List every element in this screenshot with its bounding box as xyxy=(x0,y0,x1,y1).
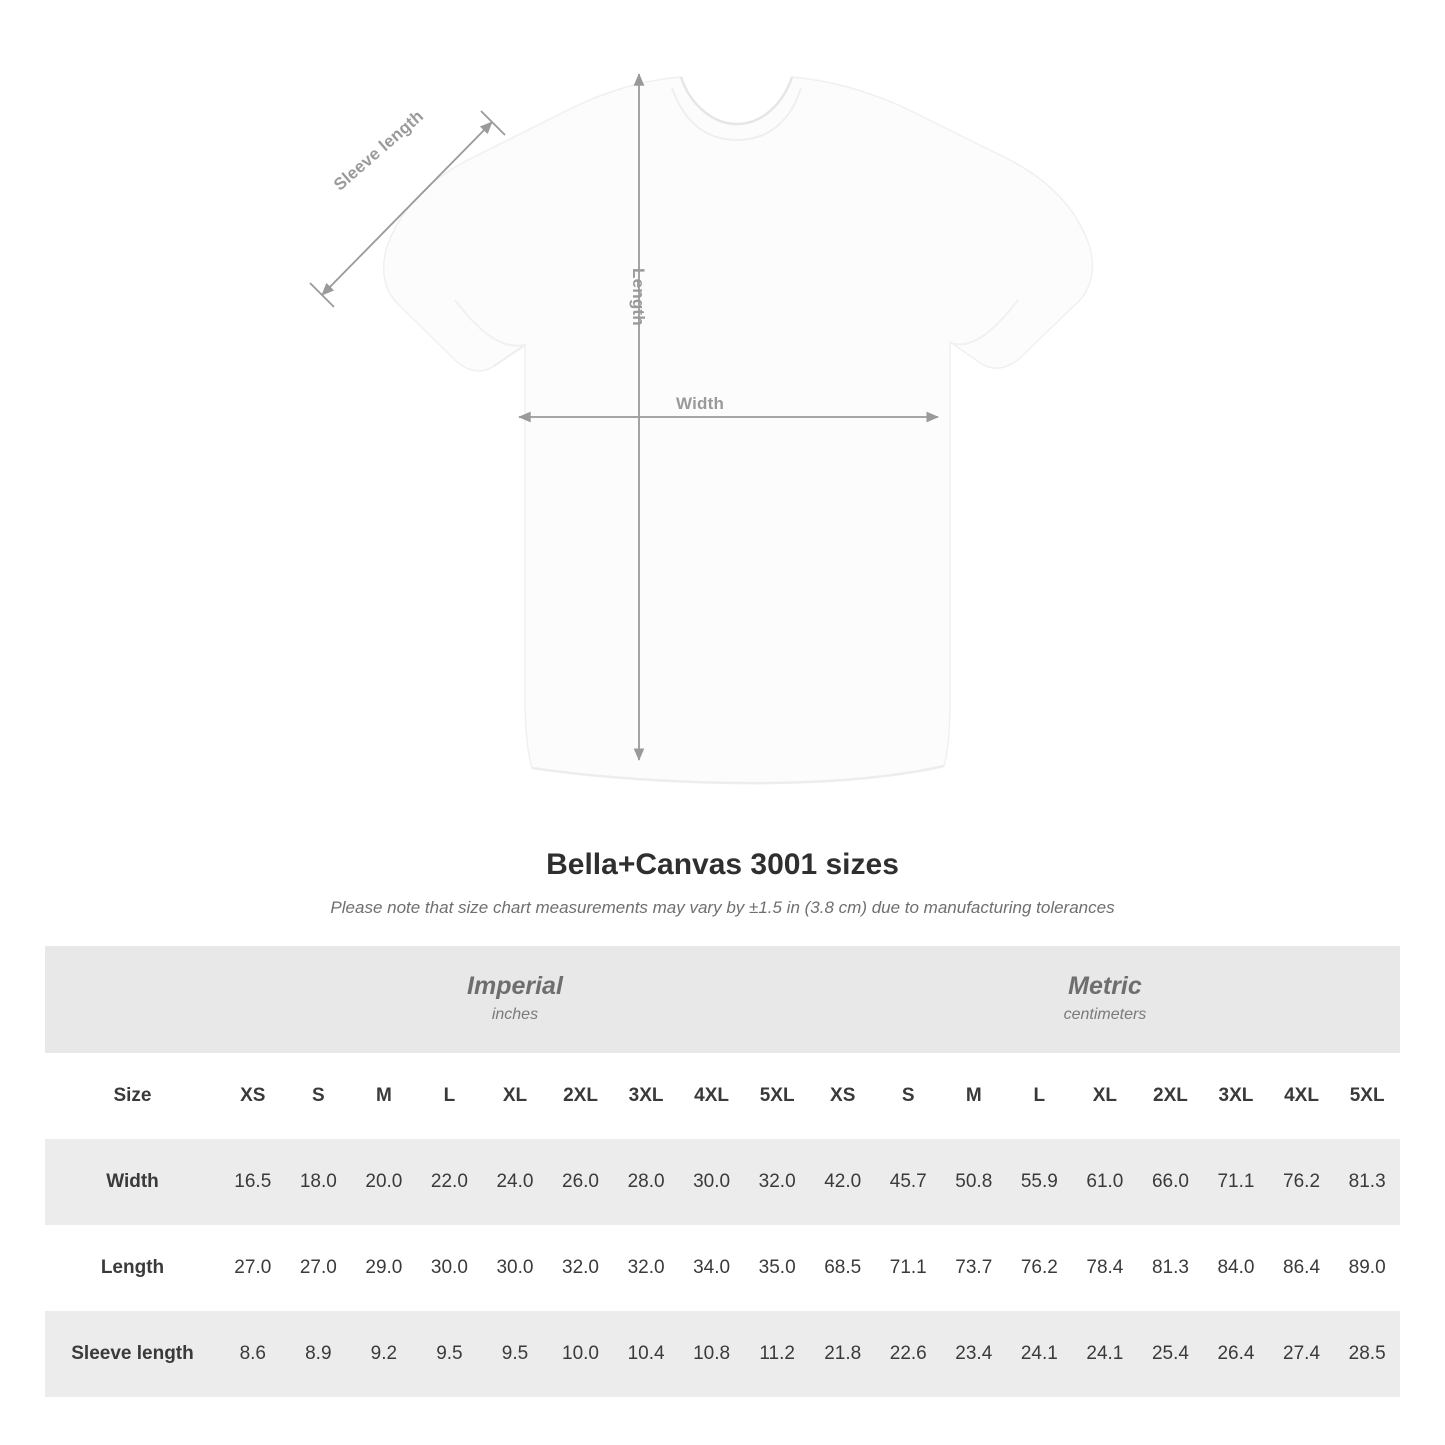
size-header-cell: 5XL xyxy=(744,1053,810,1139)
size-header-cell: M xyxy=(351,1053,417,1139)
cell: 42.0 xyxy=(810,1139,876,1225)
cell: 89.0 xyxy=(1334,1225,1400,1311)
cell: 9.5 xyxy=(417,1311,483,1397)
table-row xyxy=(45,1225,1400,1311)
cell: 9.2 xyxy=(351,1311,417,1397)
cell: 55.9 xyxy=(1007,1139,1073,1225)
size-header-cell: XL xyxy=(482,1053,548,1139)
cell: 35.0 xyxy=(744,1225,810,1311)
cell: 26.0 xyxy=(548,1139,614,1225)
size-header-cell: XS xyxy=(220,1053,286,1139)
units-header-row xyxy=(45,946,1400,1053)
width-label: Width xyxy=(676,394,725,413)
table-row xyxy=(45,1139,1400,1225)
row-label-width: Width xyxy=(45,1139,220,1225)
cell: 28.0 xyxy=(613,1139,679,1225)
cell: 24.0 xyxy=(482,1139,548,1225)
page-title: Bella+Canvas 3001 sizes xyxy=(546,848,899,881)
title-block xyxy=(0,848,1445,918)
cell: 66.0 xyxy=(1138,1139,1204,1225)
cell: 76.2 xyxy=(1269,1139,1335,1225)
cell: 20.0 xyxy=(351,1139,417,1225)
cell: 27.0 xyxy=(286,1225,352,1311)
row-label-sleeve-length: Sleeve length xyxy=(45,1311,220,1397)
cell: 8.6 xyxy=(220,1311,286,1397)
cell: 28.5 xyxy=(1334,1311,1400,1397)
size-header-label: Size xyxy=(45,1053,220,1139)
length-label: Length xyxy=(629,268,648,326)
sleeve-length-label: Sleeve length xyxy=(330,106,428,195)
cell: 76.2 xyxy=(1007,1225,1073,1311)
cell: 21.8 xyxy=(810,1311,876,1397)
cell: 34.0 xyxy=(679,1225,745,1311)
cell: 10.4 xyxy=(613,1311,679,1397)
cell: 30.0 xyxy=(417,1225,483,1311)
size-header-cell: 4XL xyxy=(1269,1053,1335,1139)
cell: 78.4 xyxy=(1072,1225,1138,1311)
metric-unit-sub: centimeters xyxy=(1063,1006,1147,1024)
cell: 71.1 xyxy=(875,1225,941,1311)
cell: 18.0 xyxy=(286,1139,352,1225)
cell: 29.0 xyxy=(351,1225,417,1311)
units-header-metric xyxy=(810,946,1400,1053)
size-header-cell: XL xyxy=(1072,1053,1138,1139)
cell: 32.0 xyxy=(613,1225,679,1311)
cell: 30.0 xyxy=(482,1225,548,1311)
cell: 27.0 xyxy=(220,1225,286,1311)
size-header-cell: 3XL xyxy=(1203,1053,1269,1139)
size-header-cell: L xyxy=(1007,1053,1073,1139)
imperial-unit-name: Imperial xyxy=(467,972,563,1001)
sleeve-dimension-start-tick xyxy=(481,111,505,135)
cell: 9.5 xyxy=(482,1311,548,1397)
cell: 24.1 xyxy=(1007,1311,1073,1397)
size-header-cell: 2XL xyxy=(1138,1053,1204,1139)
cell: 86.4 xyxy=(1269,1225,1335,1311)
cell: 10.8 xyxy=(679,1311,745,1397)
size-header-cell: 5XL xyxy=(1334,1053,1400,1139)
cell: 32.0 xyxy=(548,1225,614,1311)
tolerance-note: Please note that size chart measurements may vary by ±1.5 in (3.8 cm) due to manufacturing tolerances xyxy=(330,898,1115,917)
cell: 30.0 xyxy=(679,1139,745,1225)
tshirt-shape xyxy=(384,77,1093,783)
cell: 84.0 xyxy=(1203,1225,1269,1311)
cell: 32.0 xyxy=(744,1139,810,1225)
cell: 81.3 xyxy=(1334,1139,1400,1225)
cell: 73.7 xyxy=(941,1225,1007,1311)
cell: 71.1 xyxy=(1203,1139,1269,1225)
row-label-length: Length xyxy=(45,1225,220,1311)
size-table-wrapper xyxy=(45,946,1400,1397)
size-table xyxy=(45,946,1400,1397)
units-header-blank xyxy=(45,946,220,1053)
cell: 27.4 xyxy=(1269,1311,1335,1397)
table-row xyxy=(45,1311,1400,1397)
size-header-cell: M xyxy=(941,1053,1007,1139)
size-header-row xyxy=(45,1053,1400,1139)
imperial-unit-sub: inches xyxy=(491,1006,539,1024)
cell: 24.1 xyxy=(1072,1311,1138,1397)
size-header-cell: L xyxy=(417,1053,483,1139)
cell: 61.0 xyxy=(1072,1139,1138,1225)
size-header-cell: S xyxy=(875,1053,941,1139)
cell: 26.4 xyxy=(1203,1311,1269,1397)
size-header-cell: 4XL xyxy=(679,1053,745,1139)
size-header-cell: S xyxy=(286,1053,352,1139)
cell: 68.5 xyxy=(810,1225,876,1311)
cell: 23.4 xyxy=(941,1311,1007,1397)
cell: 25.4 xyxy=(1138,1311,1204,1397)
size-header-cell: XS xyxy=(810,1053,876,1139)
cell: 10.0 xyxy=(548,1311,614,1397)
cell: 11.2 xyxy=(744,1311,810,1397)
cell: 16.5 xyxy=(220,1139,286,1225)
cell: 50.8 xyxy=(941,1139,1007,1225)
cell: 8.9 xyxy=(286,1311,352,1397)
units-header-imperial xyxy=(220,946,810,1053)
metric-unit-name: Metric xyxy=(1068,972,1142,1001)
size-header-cell: 2XL xyxy=(548,1053,614,1139)
cell: 22.6 xyxy=(875,1311,941,1397)
cell: 45.7 xyxy=(875,1139,941,1225)
size-header-cell: 3XL xyxy=(613,1053,679,1139)
cell: 22.0 xyxy=(417,1139,483,1225)
cell: 81.3 xyxy=(1138,1225,1204,1311)
